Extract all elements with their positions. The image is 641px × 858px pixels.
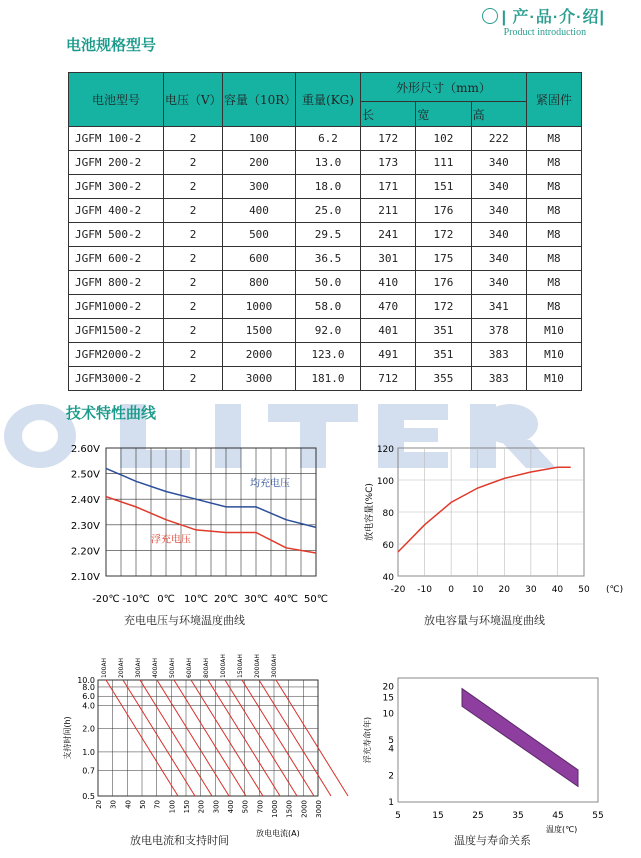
x-tick-label: 1500 <box>285 800 294 818</box>
series-label: 1000AH <box>220 654 227 678</box>
x-tick-label: 50 <box>139 800 147 809</box>
table-cell: 2 <box>164 151 223 175</box>
table-cell: M8 <box>527 223 582 247</box>
table-cell: 58.0 <box>296 295 361 319</box>
x-tick-label: 30 <box>525 585 537 595</box>
table-cell: 211 <box>361 199 416 223</box>
section-title-curves: 技术特性曲线 <box>66 404 157 422</box>
x-tick-label: 3000 <box>315 800 323 818</box>
table-cell: 151 <box>416 175 471 199</box>
table-cell: 301 <box>361 247 416 271</box>
x-tick-label: 40 <box>551 585 564 595</box>
y-tick-label: 2.30V <box>70 520 100 532</box>
x-tick-label: 70 <box>153 800 162 809</box>
x-tick-label: -20℃ <box>92 594 120 605</box>
table-cell: 241 <box>361 223 416 247</box>
table-cell: 36.5 <box>296 247 361 271</box>
th-width: 宽 <box>416 102 471 127</box>
table-cell: 181.0 <box>296 367 361 391</box>
series-line <box>123 680 195 796</box>
chart-temp-life <box>360 670 630 832</box>
table-cell: 100 <box>223 127 296 151</box>
chart3-caption: 放电电流和支持时间 <box>130 834 229 847</box>
y-tick-label: 10 <box>382 709 394 720</box>
table-cell: 111 <box>416 151 471 175</box>
x-tick-label: 25 <box>472 811 484 821</box>
x-tick-label: -10 <box>417 585 432 595</box>
series-line <box>157 680 229 796</box>
table-cell: 2 <box>164 127 223 151</box>
series-label: 600AH <box>186 657 193 678</box>
table-cell: JGFM1000-2 <box>69 295 164 319</box>
table-cell: 1000 <box>223 295 296 319</box>
table-cell: 2 <box>164 271 223 295</box>
table-cell: JGFM 600-2 <box>69 247 164 271</box>
y-tick-label: 2.20V <box>70 546 100 558</box>
y-tick-label: 6.0 <box>82 692 95 702</box>
table-cell: 600 <box>223 247 296 271</box>
x-tick-label: -20 <box>390 585 406 595</box>
series-line <box>191 680 263 796</box>
x-axis-label: 温度(℃) <box>546 825 578 834</box>
x-tick-label: 1000 <box>271 800 279 818</box>
table-cell: 2 <box>164 199 223 223</box>
table-cell: M8 <box>527 295 582 319</box>
table-cell: 340 <box>471 199 526 223</box>
table-cell: 491 <box>361 343 416 367</box>
x-tick-label: 30 <box>109 800 118 809</box>
series-label: 1500AH <box>237 654 244 678</box>
table-row <box>69 199 582 223</box>
series-line <box>174 680 246 796</box>
series-line <box>276 680 348 796</box>
th-model: 电池型号 <box>69 73 164 127</box>
y-tick-label: 120 <box>376 445 394 455</box>
series-label: 100AH <box>101 657 108 678</box>
x-tick-label: 45 <box>552 811 564 821</box>
y-tick-label: 2.50V <box>70 469 100 481</box>
th-capacity: 容量（10R） <box>223 73 296 127</box>
table-cell: JGFM 400-2 <box>69 199 164 223</box>
table-cell: JGFM2000-2 <box>69 343 164 367</box>
x-tick-label: 40℃ <box>274 594 298 605</box>
plot-frame <box>398 678 598 802</box>
spec-table <box>68 72 582 391</box>
table-cell: 200 <box>223 151 296 175</box>
th-weight: 重量(KG) <box>296 73 361 127</box>
table-row <box>69 175 582 199</box>
x-tick-label: 200 <box>197 800 206 814</box>
table-cell: 176 <box>416 199 471 223</box>
series-line <box>208 680 280 796</box>
table-cell: 123.0 <box>296 343 361 367</box>
table-row <box>69 127 582 151</box>
y-tick-label: 40 <box>382 573 394 583</box>
table-cell: 340 <box>471 271 526 295</box>
x-tick-label: 100 <box>168 800 177 814</box>
chart-discharge-capacity <box>360 436 630 616</box>
x-tick-label: 500 <box>241 800 250 814</box>
table-cell: 172 <box>416 295 471 319</box>
series-label: 400AH <box>152 657 159 678</box>
table-cell: 500 <box>223 223 296 247</box>
y-tick-label: 100 <box>376 477 394 487</box>
x-tick-label: 400 <box>227 800 235 814</box>
table-cell: 2 <box>164 223 223 247</box>
th-length: 长 <box>361 102 416 127</box>
circle-icon <box>482 8 498 24</box>
table-cell: 340 <box>471 247 526 271</box>
table-cell: M8 <box>527 247 582 271</box>
table-cell: 410 <box>361 271 416 295</box>
table-cell: JGFM3000-2 <box>69 367 164 391</box>
th-voltage: 电压（V） <box>164 73 223 127</box>
table-cell: 300 <box>223 175 296 199</box>
series-label: 均充电压 <box>250 478 290 490</box>
x-tick-label: 5 <box>395 811 401 821</box>
table-cell: 2 <box>164 175 223 199</box>
table-row <box>69 247 582 271</box>
series-label: 800AH <box>203 657 210 678</box>
table-cell: 6.2 <box>296 127 361 151</box>
table-row <box>69 367 582 391</box>
table-row <box>69 319 582 343</box>
chart2-caption: 放电容量与环境温度曲线 <box>424 614 545 627</box>
table-cell: M10 <box>527 319 582 343</box>
life-band <box>462 689 578 787</box>
table-cell: 2 <box>164 343 223 367</box>
table-cell: 341 <box>471 295 526 319</box>
table-cell: JGFM 800-2 <box>69 271 164 295</box>
table-cell: 2 <box>164 247 223 271</box>
table-cell: 2000 <box>223 343 296 367</box>
header-title: 产·品·介·绍 <box>512 9 600 26</box>
x-tick-label: 40 <box>124 800 133 809</box>
x-tick-label: 20 <box>95 800 103 809</box>
series-label: 200AH <box>118 657 125 678</box>
y-tick-label: 80 <box>382 509 394 519</box>
table-cell: 340 <box>471 175 526 199</box>
y-tick-label: 2.40V <box>70 495 100 507</box>
table-cell: 175 <box>416 247 471 271</box>
series-label: 浮充电压 <box>151 534 191 546</box>
x-tick-label: 35 <box>512 811 524 821</box>
series-line <box>259 680 331 796</box>
y-tick-label: 2 <box>388 771 394 782</box>
table-cell: 172 <box>416 223 471 247</box>
series-line <box>225 680 297 796</box>
x-tick-label: 2000 <box>300 800 309 818</box>
series-label: 2000AH <box>254 654 261 678</box>
table-cell: 351 <box>416 319 471 343</box>
table-cell: 400 <box>223 199 296 223</box>
table-cell: 2 <box>164 319 223 343</box>
x-axis-label: 放电电流(A) <box>256 829 300 838</box>
x-tick-label: 10℃ <box>184 594 208 605</box>
x-tick-label: 0 <box>448 585 455 595</box>
y-tick-label: 0.7 <box>82 766 95 776</box>
chart-discharge-current <box>60 650 330 838</box>
y-tick-label: 2.0 <box>82 724 95 734</box>
table-cell: M8 <box>527 271 582 295</box>
x-tick-label: 30℃ <box>244 594 268 605</box>
table-cell: 712 <box>361 367 416 391</box>
table-cell: 355 <box>416 367 471 391</box>
series-label: 300AH <box>135 657 142 678</box>
table-cell: 50.0 <box>296 271 361 295</box>
chart4-caption: 温度与寿命关系 <box>454 834 531 847</box>
th-dims: 外形尺寸（mm） <box>361 73 527 102</box>
table-cell: 222 <box>471 127 526 151</box>
table-cell: M8 <box>527 199 582 223</box>
table-cell: 383 <box>471 343 526 367</box>
table-cell: JGFM 500-2 <box>69 223 164 247</box>
table-cell: JGFM 300-2 <box>69 175 164 199</box>
header-subtitle: Product introduction <box>503 27 587 38</box>
table-cell: 351 <box>416 343 471 367</box>
table-cell: 378 <box>471 319 526 343</box>
plot-frame <box>98 680 318 796</box>
table-cell: 2 <box>164 295 223 319</box>
x-tick-label: 700 <box>256 800 265 814</box>
table-cell: 18.0 <box>296 175 361 199</box>
x-tick-label: 20 <box>498 585 511 595</box>
x-tick-label: -10℃ <box>122 594 150 605</box>
y-tick-label: 20 <box>382 682 394 693</box>
x-tick-label: 55 <box>592 811 604 821</box>
y-axis-label: 浮充寿命(年) <box>363 716 372 764</box>
x-tick-label: 150 <box>183 800 191 814</box>
y-tick-label: 10.0 <box>77 676 95 685</box>
th-fastener: 紧固件 <box>527 73 582 127</box>
y-tick-label: 2.60V <box>70 444 100 455</box>
y-tick-label: 4.0 <box>82 701 95 711</box>
y-axis-label: 放电容量(%C) <box>365 483 375 541</box>
table-row <box>69 271 582 295</box>
y-axis-label: 支持时间(h) <box>63 716 72 760</box>
table-cell: 176 <box>416 271 471 295</box>
page-header: | 产·品·介·绍| Product introduction <box>482 4 605 38</box>
y-tick-label: 0.5 <box>82 792 95 801</box>
table-cell: 470 <box>361 295 416 319</box>
table-cell: M8 <box>527 127 582 151</box>
table-cell: 383 <box>471 367 526 391</box>
table-cell: 25.0 <box>296 199 361 223</box>
series-label: 3000AH <box>271 654 278 678</box>
x-tick-label: 20℃ <box>214 594 238 605</box>
table-cell: JGFM 200-2 <box>69 151 164 175</box>
table-cell: 172 <box>361 127 416 151</box>
y-tick-label: 1 <box>388 798 394 808</box>
x-tick-label: 50 <box>578 585 590 595</box>
x-tick-label: 50℃ <box>304 594 328 605</box>
table-cell: 1500 <box>223 319 296 343</box>
x-tick-label: 15 <box>432 811 444 821</box>
series-label: 500AH <box>169 657 176 678</box>
table-cell: M10 <box>527 367 582 391</box>
y-tick-label: 15 <box>382 693 394 704</box>
table-cell: 401 <box>361 319 416 343</box>
table-cell: M8 <box>527 151 582 175</box>
y-tick-label: 60 <box>382 541 394 551</box>
y-tick-label: 4 <box>388 744 394 755</box>
table-row <box>69 295 582 319</box>
series-line <box>140 680 212 796</box>
table-cell: JGFM1500-2 <box>69 319 164 343</box>
table-row <box>69 151 582 175</box>
table-cell: M10 <box>527 343 582 367</box>
table-cell: 2 <box>164 367 223 391</box>
x-unit: (℃) <box>606 585 624 595</box>
th-height: 高 <box>471 102 526 127</box>
table-cell: 3000 <box>223 367 296 391</box>
x-tick-label: 0℃ <box>157 594 175 605</box>
table-cell: 340 <box>471 223 526 247</box>
table-cell: 92.0 <box>296 319 361 343</box>
table-cell: JGFM 100-2 <box>69 127 164 151</box>
x-tick-label: 10 <box>471 585 484 595</box>
table-cell: 29.5 <box>296 223 361 247</box>
x-tick-label: 300 <box>212 800 221 814</box>
table-cell: 102 <box>416 127 471 151</box>
table-cell: 340 <box>471 151 526 175</box>
y-tick-label: 1.0 <box>82 747 95 757</box>
table-row <box>69 223 582 247</box>
y-tick-label: 8.0 <box>82 682 95 692</box>
table-cell: 800 <box>223 271 296 295</box>
y-tick-label: 5 <box>388 736 394 746</box>
chart-charge-voltage <box>60 436 330 616</box>
table-cell: 171 <box>361 175 416 199</box>
table-row <box>69 343 582 367</box>
table-cell: M8 <box>527 175 582 199</box>
table-cell: 173 <box>361 151 416 175</box>
table-cell: 13.0 <box>296 151 361 175</box>
y-tick-label: 2.10V <box>70 572 100 583</box>
section-title-specs: 电池规格型号 <box>66 36 157 54</box>
chart1-caption: 充电电压与环境温度曲线 <box>124 614 245 627</box>
